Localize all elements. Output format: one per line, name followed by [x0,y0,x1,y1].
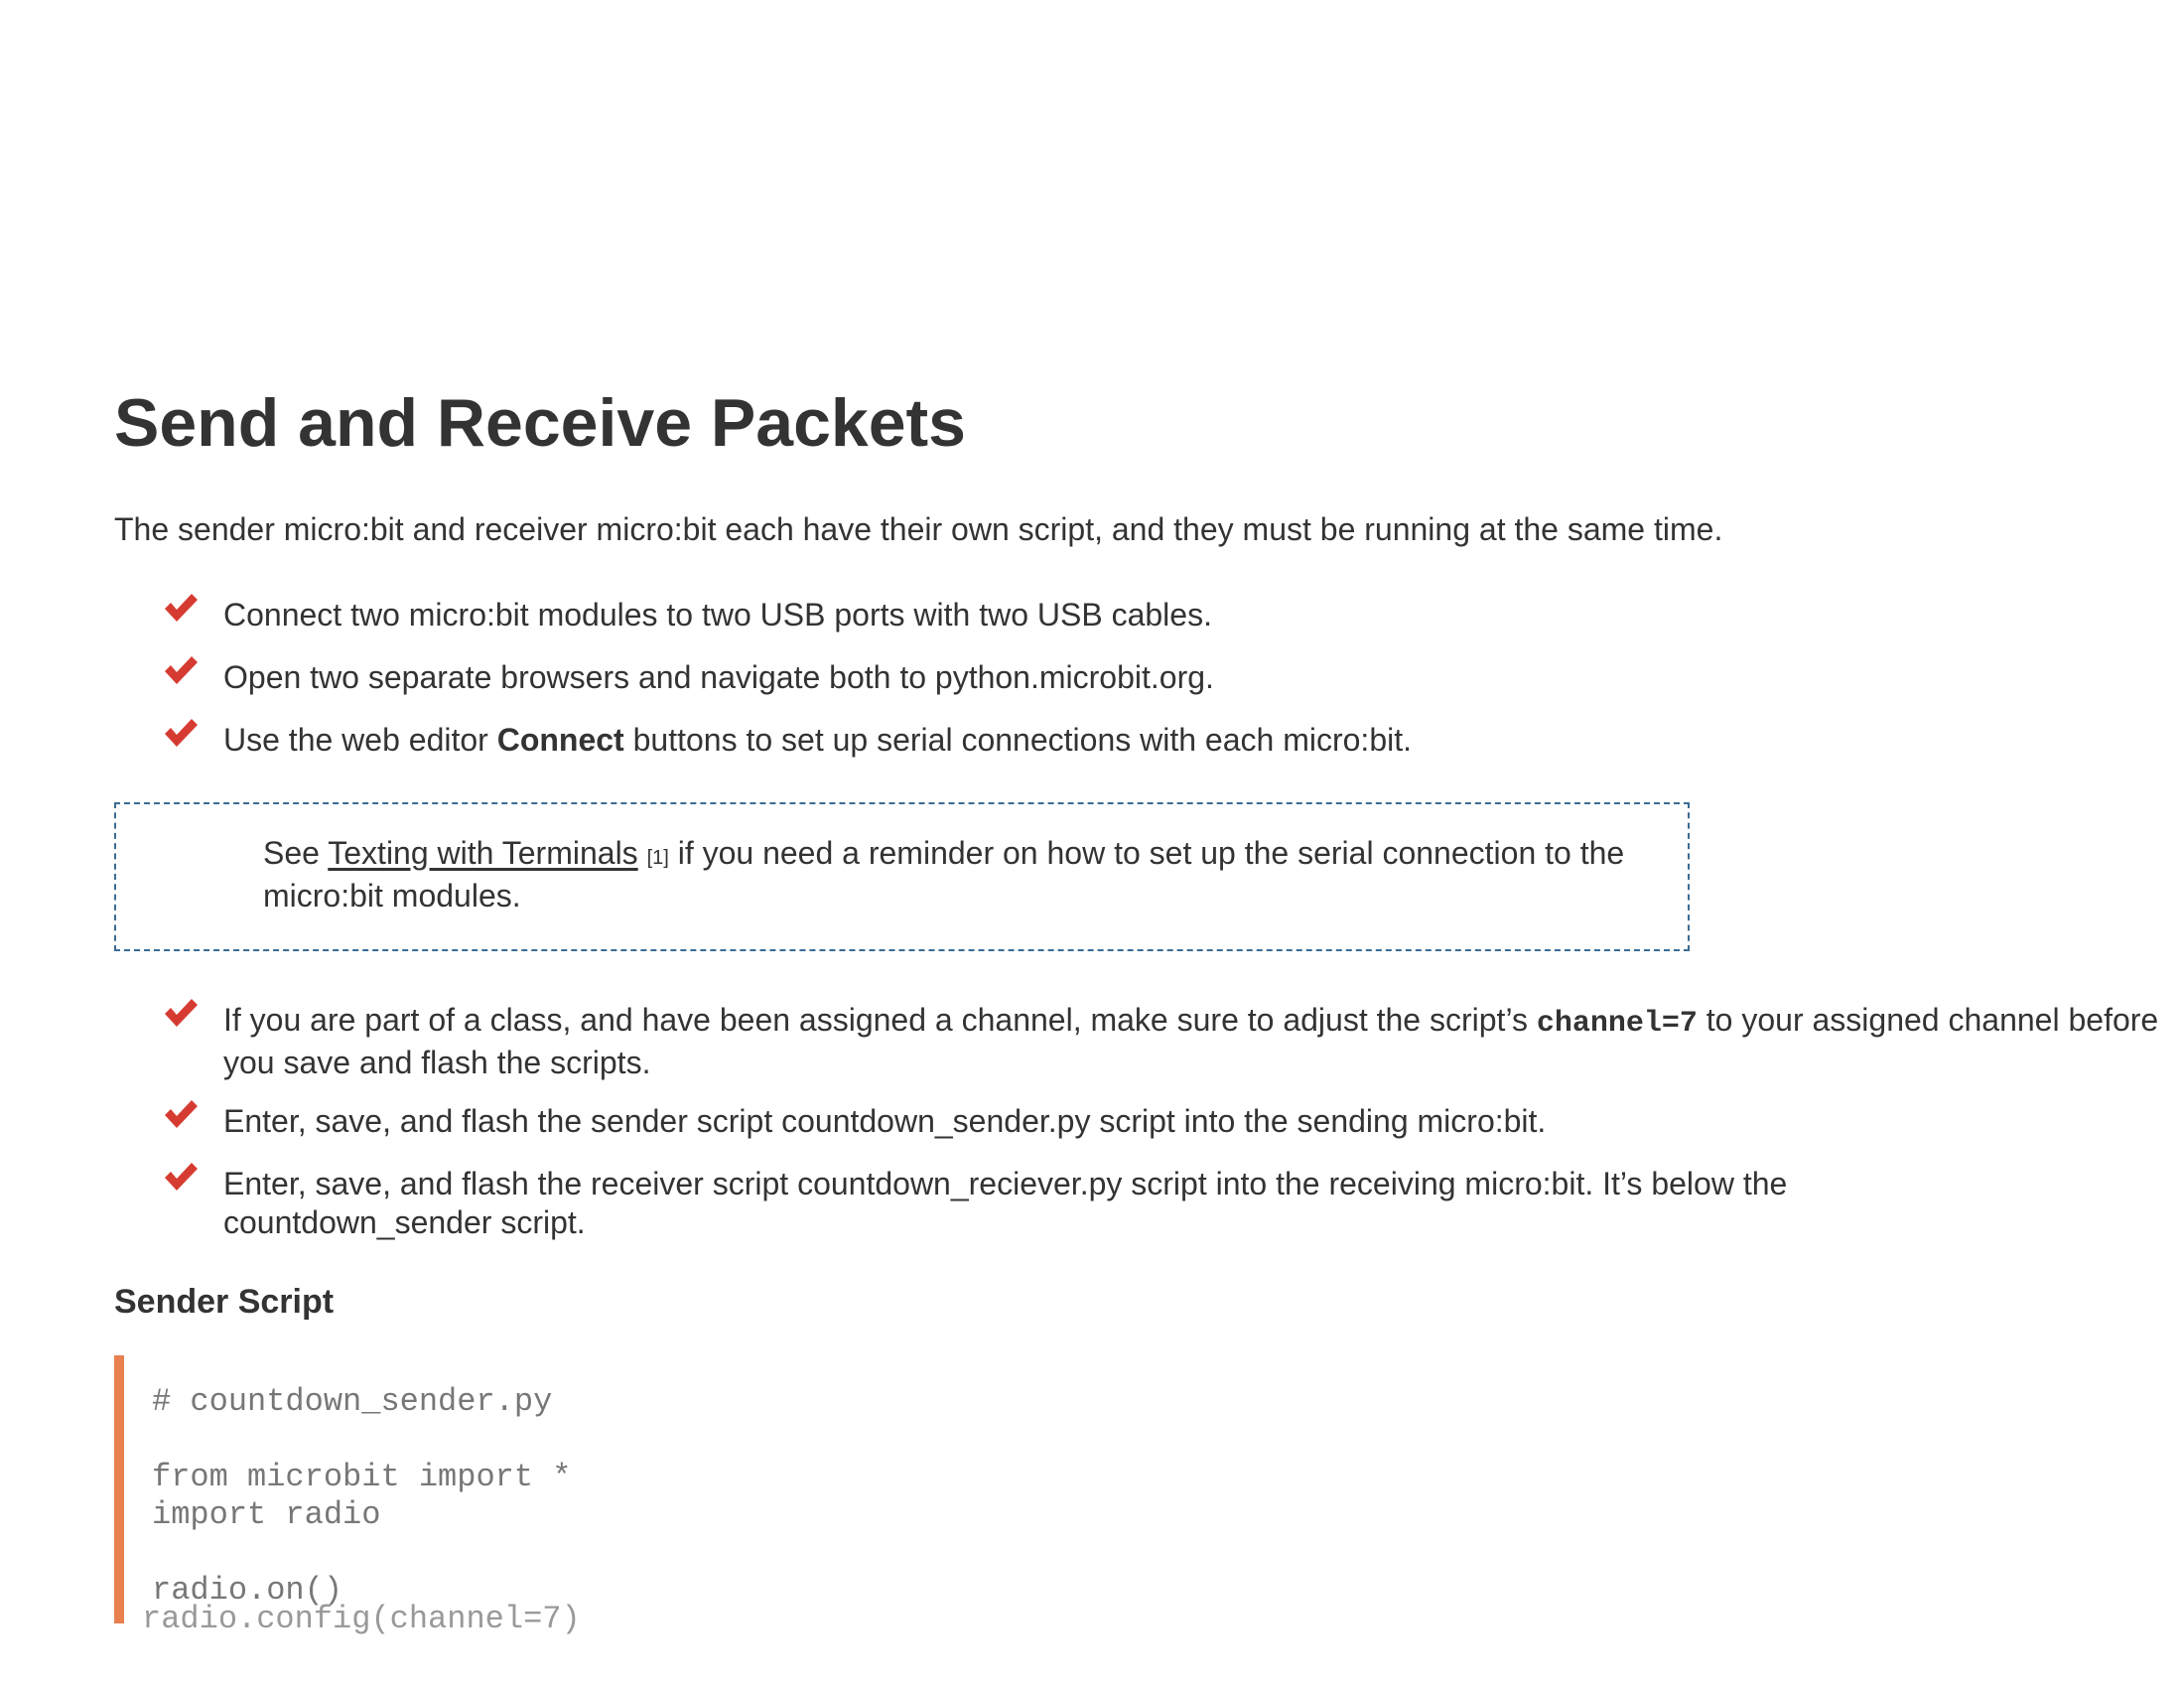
code-line: from microbit import * [152,1459,572,1495]
checklist-item [114,596,2100,634]
checklist-item-text-prefix: If you are part of a class, and have been assigned a channel, make sure to adjust the script’s [223,1002,1537,1038]
code-line-clipped [124,1601,581,1638]
checklist-item-text-suffix: buttons to set up serial connections with each micro:bit. [623,722,1412,758]
check-icon [163,592,199,624]
note-box [114,802,1690,951]
checklist-item [114,658,2100,697]
sender-script-heading: Sender Script [114,1283,335,1321]
code-line: # countdown_sender.py [152,1383,553,1420]
note-text [263,834,1643,914]
checklist-item-text: Enter, save, and flash the sender script countdown_sender.py script into the sending micro:bit. [223,1103,1547,1139]
checklist-item [114,721,2100,760]
texting-with-terminals-link[interactable]: Texting with Terminals [328,835,638,871]
checklist-item-text: Connect two micro:bit modules to two USB ports with two USB cables. [223,597,1212,633]
checklist-item-text-prefix: Use the web editor [223,722,497,758]
check-icon [163,1098,199,1130]
intro-paragraph: The sender micro:bit and receiver micro:bit each have their own script, and they must be running at the same time. [114,511,1723,547]
note-prefix: See [263,835,329,871]
note-suffix: if you need a reminder on how to set up the serial connection to the micro:bit modules. [263,835,1625,914]
code-line: import radio [152,1496,381,1533]
code-line: radio.on() [152,1572,343,1609]
checklist-bottom [114,1001,2159,1266]
check-icon [163,997,199,1029]
code-block [114,1355,1107,1623]
checklist-item-text: Enter, save, and flash the receiver script countdown_reciever.py script into the receiving micro:bit. It’s below the countdown_sender script. [223,1166,1788,1240]
code-line-clipped-text: radio.config(channel=7) [142,1601,581,1637]
check-icon [163,654,199,686]
checklist-item-text-suffix: to your assigned channel before you save and flash the scripts. [223,1002,2159,1080]
connect-button-label: Connect [496,722,624,758]
checklist-item [114,1001,2159,1078]
note-reference: [1] [646,847,669,869]
page-title: Send and Receive Packets [114,385,967,461]
checklist-item [114,1165,2030,1242]
check-icon [163,1161,199,1193]
check-icon [163,717,199,749]
checklist-top [114,596,2100,783]
channel-code: channel=7 [1536,1007,1698,1041]
checklist-item-text: Open two separate browsers and navigate both to python.microbit.org. [223,659,1214,695]
checklist-item [114,1102,2100,1141]
